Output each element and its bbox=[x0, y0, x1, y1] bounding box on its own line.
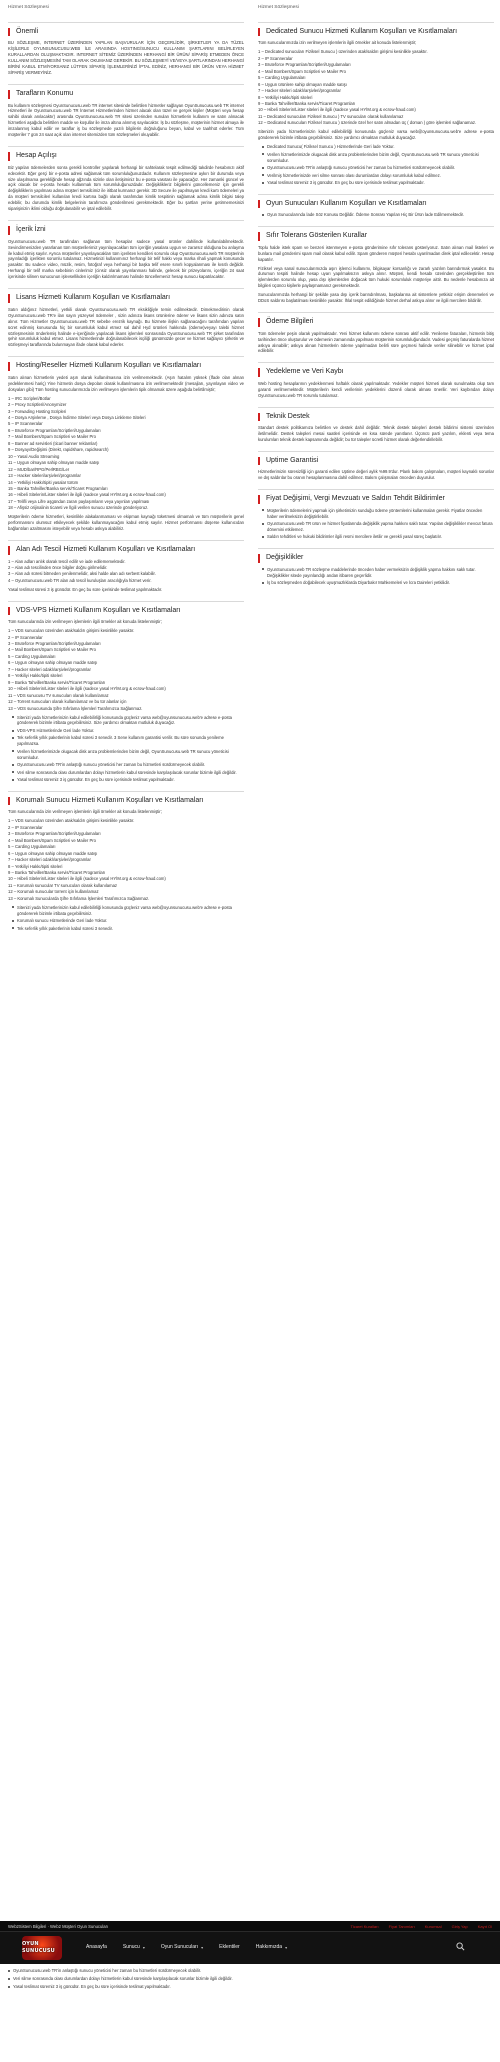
list-item: Müşterilerin ödemelerini yapmak için şirketimizin sunduğu ödeme yöntemlerini kullanmaları gerekir. Fiyatlar önceden haber verilmeksizin değiştirilebilir. bbox=[262, 508, 494, 520]
list-item: 13 – Korumalı Sunucularda Şifre Sıfırlama İşlemleri Tarafımızca Sağlanmaz. bbox=[8, 895, 150, 901]
list-item: 5 – IP Scanneralar bbox=[8, 421, 43, 427]
section-hosting bbox=[8, 356, 244, 532]
list-item: 14 – Yetkiliyi Hakkı/tipiti yasalar türüm bbox=[8, 479, 79, 485]
top-link[interactable]: Giriş Yap bbox=[451, 1924, 468, 1929]
section-oyun-sunuculari bbox=[258, 194, 494, 218]
list-item: 1 – Dedicated sunucuları Fiziksel Sunucu ) üzerinden atak/saldırı girişimi kesinlikle yasaktır. bbox=[258, 49, 428, 55]
list-item: 6 – Uygun olmayan sahip olmayan madde satışı bbox=[8, 660, 98, 666]
section-text: Hizmetlerimizin süresizliği için garanti edilen Uptime değeri aylık %99.9'dur. Planlı bakım çalışmaları, müşteri kaynaklı sorunlar ve dış saldırılar bu oranın hesaplanmasına dahil edilmez. Bakım çalışmaları önceden duyurulur. bbox=[258, 469, 494, 481]
list-item: 1 – IRC Scripleri/Botlar bbox=[8, 395, 51, 401]
list-item: 3 – Bruteforce Programları/Scriptleri/Uygulamaları bbox=[258, 62, 351, 68]
list-item: Verilen hizmetlerimizde olugacak disk arıza problemlerinden bizim değil, OyunSunucusu.web TR sunucu yöneticisi sorumludur. bbox=[262, 152, 494, 164]
list-item: 10 – Hibeli Sitelerin/Lister siteleri ile ilgili (sadece yasal HYİM.org & ecrow-fraud.com) bbox=[8, 686, 166, 692]
nav-label: Anasayfa bbox=[86, 1944, 107, 1950]
list-item: 18 – Afişsiz orijinalinin ticareti ve İlgili verilen sunucu üzerinde gönderiyoruz. bbox=[8, 505, 149, 511]
section-text: Sunucularımızda herhangi bir şekilde yasa dışı içerik barındırılması, başkalarına ait sistemlere yetkisiz erişim denemeleri ve DDoS saldırısı başlatılması kesinlikle yasaktır. İhlal tespit edildiğinde hizmet derhal askıya alınır ve ilgili mercilere bildirilir. bbox=[258, 292, 494, 304]
nav-label: Oyun Sunucuları bbox=[160, 1944, 199, 1950]
list-item: Verilmiş hizmetlerinizde veri silme sonrası olası durumlardan dolayı sorumluluk kabul edilmez. bbox=[262, 173, 494, 179]
section-lisans bbox=[8, 288, 244, 348]
section-dedicated bbox=[258, 22, 494, 186]
section-title: Tarafların Konumu bbox=[8, 90, 244, 98]
list-item: 7 – Hacker siteleri odaklı/arşivleri/programlar bbox=[8, 857, 91, 863]
section-text: Bu kullanım sözleşmesi OyunSunucusu.web TR internet sitesinde belirtilen hizmetler sağlayan OyunSunucusu.web TR internet Hizmetleri ile OyunSunucusu.web TR İnternet Hizmetlerinden hizmet alacak olan tüzel ve gerçek kişiler (Müşteri veya hesap sahibi olarak anılacaktır) arasında OyunSunucusu.web TR sitesi üzerinden sunulan hizmetlerin kullanım ve satın alınacak hizmetleri aşağıda belirtilen madde ve koşullar ile imza altına alınmış sayılacaktır. İş bu sözleşme, müşterinin hizmet almaya ile imzalanmış kabul edilir ve taraflar iş bu sözleşmede yazılı bilgilerin doğruluğunu beyan, kabul ve taahhüt ederler. Tüm müşteriler 7 gün 24 saat açık olan internet sitemizden tüm sözleşmeleri okuyabilir. bbox=[8, 102, 244, 138]
list-item: Veri silme sonrasında olası durumlardan dolayı hizmetlerin kabul süresinde karşılaşılacak sorunlar bizimle ilgili değildir. bbox=[8, 1976, 244, 1982]
section-text: Tüm ödemeler peşin olarak yapılmaktadır. Yeni hizmet kullanımı ödeme sonrası aktif edilir. Yenileme faturaları, hizmetin bitiş tarihinden önce oluşturulur ve ödemenin zamanında yapılması müşterinin sorumluluğundadır. Vadesi geçmiş faturalarda hizmet askıya alınabilir; askıya alınan hizmetlerin ödeme yapılmadan belirli süre geçmesi halinde veriler silinebilir ve hizmet iptal edilebilir. bbox=[258, 330, 494, 354]
list-item: 11 – Uygun olmayan sahip olmayan madde satışı bbox=[8, 460, 100, 466]
bullet-list bbox=[262, 212, 494, 218]
section-title: Lisans Hizmeti Kullanım Koşulları ve Kısıtlamaları bbox=[8, 294, 244, 302]
page-title-right: Hizmet Sözleşmesi bbox=[258, 5, 299, 10]
section-uptime bbox=[258, 451, 494, 481]
list-item: 2 – IP Scanneralar bbox=[258, 55, 293, 61]
list-item: Oyun Sunucularında İade Söz Konusu Değildir. Ödeme Sonrası Yapılan Hiç Bir Ürün İade Edilmemektedir. bbox=[262, 212, 494, 218]
list-item: 6 – Uygun ürünlere sahip olmayan madde satışı bbox=[258, 81, 347, 87]
list-item: 5 – Carding Uygulamaları bbox=[8, 844, 56, 850]
list-item: 7 – Hacker siteleri odaklı/arşivleri/programlar bbox=[8, 666, 91, 672]
list-item: 9 – Banka Tahviller/Banka servis/Ticaret Programları bbox=[258, 100, 356, 106]
list-item: 8 – Yetkiliyi Hakkı/tipiti siteleri bbox=[8, 673, 63, 679]
list-item: Dedicated Sunucu( Fiziksel Sunucu ) Hizmetlerinde Geri İade Yoktur. bbox=[262, 144, 494, 150]
list-item: 5 – Carding Uygulamaları bbox=[8, 653, 56, 659]
list-item: Sitenizi yada hizmetlerinizin kabul edilebilirliği konusunda güçleniz varsa web@oyunsunucusu.web'e adrese e-posta göndererek bizimle irtibata geçebilirsiniz. Size yardımcı olmaktan mutluluk duyacağız. bbox=[12, 715, 244, 727]
section-icerik-izni bbox=[8, 220, 244, 280]
list-item: Yasal teslimat süremiz 3 iş günüdür. En geç bu süre içerisinde teslimat yapılmaktadır. bbox=[12, 777, 244, 783]
section-title: Teknik Destek bbox=[258, 413, 494, 421]
section-text: Biz yapılan ödemelerden sonra gerekli kontroller yapılarak herhangi bir sahtelarak tespit edilmediği takdirde hesabınızı aktif edecektir. Eğer gerçi bir e-posta adresi sağlamak tüm sorumluluğunuzdadır. Kullanım sözleşmesine aykırı bir durumda veya size ulaşılmama gerekliğinde hesap ağzında sizinle olan iletişiminiz bu e-posta vasıtası ile yapacağız. Her zamanki güncel ve açık olacak bir e-posta hesabı kullanmak tüm sorumluluğunuzdadır. Değişiklikleriz bilgilerini güncellemeniz için gerekli değişikliklerin yapılması adına müşteri temsilcimiz ile iritbat kurmanız gerekir. 3D Secure ile yapılmayan kredi kartı ödemeleri ya da müşteri temsilcileri kullanılan kredi kartına bağlı olarak tarafımdan kimlik tespitinin sağlamak adına kimlik bilgisi talep edebilir, bu durumda kimlik belgelerinin tarafımıza gönderilmesi gerekmektedir. Eğer bu şartları yerine getirmemesinizi siparişinizin iklimi olduğu doğrulanabilir ve iptal edilebilir. bbox=[8, 164, 244, 212]
list-item: OyunSunucusu.web TR'in anlaştığı sunucu yöneticisi her zaman bu hizmetleri sürdürmeyecek olabilir. bbox=[262, 165, 494, 171]
section-text: Tüm sunucularında izin verilmeyen işlemlerin ilgili örnekler ait konuda listelenmiştir; bbox=[8, 809, 162, 815]
section-teknik-destek bbox=[258, 407, 494, 443]
top-link[interactable]: Ticaret Kuralları bbox=[350, 1924, 379, 1929]
list-item: 4 – OyunSunucusu.web TR alan adı tescil kuruluşları aracılığıyla hizmet verir. bbox=[8, 577, 152, 583]
page-title-left: Hizmet Sözleşmesi bbox=[8, 5, 49, 10]
section-title: Ödeme Bilgileri bbox=[258, 318, 494, 326]
list-item: 3 – Bruteforce Programları/Scriptleri/Uygulamaları bbox=[8, 831, 101, 837]
list-item: 2 – IP Scanneralar bbox=[8, 824, 43, 830]
section-onemli bbox=[8, 22, 244, 76]
section-title: Yedekleme ve Veri Kaybı bbox=[258, 368, 494, 376]
bullet-list bbox=[12, 905, 244, 932]
bullet-list bbox=[8, 1968, 244, 1990]
section-title: VDS-VPS Hizmeti Kullanım Koşulları ve Kısıtlamaları bbox=[8, 607, 244, 615]
list-item: OyunSunucusu.web TR sözleşme maddelerinde önceden haber vermeksizin değişiklik yapma hakkını saklı tutar. Değişiklikler sitede yayınlandığı andan itibaren geçerlidir. bbox=[262, 567, 494, 579]
list-item: OyunSunucusu.web TR ürün ve hizmet fiyatlarında değişiklik yapma hakkını saklı tutar. Yapılan değişiklikler mevcut fatura dönemini etkilemez. bbox=[262, 521, 494, 533]
search-icon[interactable] bbox=[456, 1942, 465, 1951]
list-item: 4 – Mail Bombers/Spam Scriptleri ve Mailer Pro bbox=[8, 837, 96, 843]
section-degisiklikler bbox=[258, 548, 494, 586]
section-hesap-acilisi bbox=[8, 146, 244, 212]
rule-list bbox=[8, 559, 244, 584]
chevron-down-icon: ▾ bbox=[285, 1944, 288, 1950]
list-item: OyunSunucusu.web TR'in anlaştığı sunucu yöneticisi her zaman bu hizmetleri sürdürmeyecek olabilir. bbox=[12, 762, 244, 768]
page-header bbox=[0, 0, 500, 20]
nav-item-sunucu[interactable] bbox=[123, 1944, 145, 1951]
list-item: 13 – VDS sunucusunda Şifre Sıfırlama İşlemleri Tarafımızca Sağlanmaz. bbox=[8, 705, 143, 711]
section-yedekleme bbox=[258, 362, 494, 398]
bullet-list bbox=[262, 508, 494, 541]
section-fiyat bbox=[258, 489, 494, 540]
list-item: 11 – VDS sunucusu TV sunucuları olarak kullanılamaz bbox=[8, 692, 109, 698]
section-title: Hesap Açılışı bbox=[8, 152, 244, 160]
section-vds-vps bbox=[8, 601, 244, 783]
list-item: 9 – Banka Tahviller/Banka servis/Ticaret Programları bbox=[8, 679, 106, 685]
list-item: 6 – Uygun olmayan sahip olmayan madde satışı bbox=[8, 850, 98, 856]
section-text: Satın alınan hizmetlerin yedeti aşırı olarak kullanılmasına izin verilmemektedir. (Aşırı hatalım yüksek (İfade olan alınan yedeklenmesi hariç) Yine hizmetin dosya depoları olarak kullanılmasına izin verilmemektedir (mesajları, yayınlayan video ve dosyaları gibi) Tüm hosting sunucularımızda izin verilmeyen işlemlerin tipik olmamak üzere aşağıda belirtilmiştir; bbox=[8, 374, 244, 392]
section-text: Satın aldığınız hizmetleri, yetkili olarak OyunSunucusu.web TR eksikliğiyle temin edilmektedir. Dimekmedirinin olarak OyunSunucusu.web TR'e ilan sayın yüzeysel ödemeler , sizin adınıza lisans ürünlerine öderer ve lisans sizin adınıza satın alınır. Tüm Hizmetler OyunSunucusu.web TR sebebe erezrik kaynağı. Bu hizmete ilişkin sağlanacağını tarafımdan yapılan ücret edinmiş konusunda hiç bir sorumluluk kabul etmez sal dahil Hyd ürünleri hakkında (ödeme)veyayı talebi hizmet sözleşmesinin önderlemiş halinde e-içeriğinde yapılacak lisans işlemleri sonrasında OyunSunucusu.web TR şirket tarafından şehir sorumluluk kabul etmez. Lisans hizmetlerinde doğrulanabilecek isçiliği günümüzde gecer ve hizmet sağlayıcı şirketin ve sözleşmeyi taraflarında bulunmayan ifade olarak kabul ederler. bbox=[8, 306, 244, 348]
list-item: VDS-VPS Hizmetlerinde Geri İade Yoktur. bbox=[12, 728, 244, 734]
list-item: 1 – VDS sunucuları üzerinden atak/saldırı girişimi kesinlikle yasaktır. bbox=[8, 628, 135, 634]
section-text: OyunSunucusu.web TR tarafından sağlanan tüm hesaplar sadece yasal ürünler dahilinde kullanılabilmektedir. Sevindirmenizden yararlanan tüm müşterilerimiz yayınlayacakları tüm içeriğin yasalara uygun ve zararsız olduğuna bu anlayma ile kabul etmiş sayılır. Ayrıca müşteriler yayınlayacakları tüm içerikten kendileri sorumlu olup OyunSunucusu.web TR müşterinin yayınladığı içerikten sorumlu tutulamaz. Hizmetinizi kullanımınız herhangi bir telif hakkı veya marka rihali yapmak konusunda yasaktır. Bu sadece video, müzik, resim, fotoğraf veya herhangi bir başka telif esere sınırlı kopyalanması ile kısıtlı değildir. Herhangi bir telif marka sebebinin cinlerimiz (cinsiz olarak yayınlanması halinde, gelecek bir prizeyolarını, içeriğin 24 saat içerisinde silinen sunucunun işlevsellikden içeriğin kaldırılmaması halinde tüncellemeniz hesap sunucu kapatılacaktır. bbox=[8, 238, 244, 280]
section-text: Toplu halde istek spam ve benzeri istenmeyen e-posta gönderimine sıfır tolerans gösteriyoruz. Satın alınan mail listeleri ve bunlara mail gönderimi spam mail olarak kabul edilir. Spam gönderen müşteri hesabı uyarılmadan direk iptal edilecektir. Hesap kapatılır. bbox=[258, 244, 494, 262]
section-text: Tüm sunucularımızda izin verilmeyen işlemlerin ilgili örnekler ait konuda listelenmiştir; bbox=[258, 40, 417, 46]
section-text: Yasal teslimat süresi 3 iş günüdür. En geç bu süre içerisinde teslimat yapılmaktadır. bbox=[8, 586, 163, 592]
nav-label: Sunucu bbox=[122, 1944, 140, 1950]
list-item: 9 – Dosyayı/Değişimi (Direkt, rapidshare, rapidsearch) bbox=[8, 447, 109, 453]
list-item: 8 – Yetkiliyi Hakkı/tipiti siteleri bbox=[258, 94, 313, 100]
list-item: OyunSunucusu.web TR'in anlaştığı sunucu yöneticisi her zaman bu hizmetleri sürdürmeyecek olabilir. bbox=[8, 1968, 244, 1974]
list-item: İş bu sözleşmeden doğabilecek uyuşmazlıklarda Diyarbakır Mahkemeleri ve İcra Daireleri yetkilidir. bbox=[262, 580, 494, 586]
section-text: Müşterilerin ödeme hizmetleri, kesinlikle alakalanmaması ve ekipman kaynağı tüketmesi olmamalı ve tüm müşterilerin genel performansını olumsuz etkileyecek şekilde kullanmayacağını kabul etmiş sayılır. Hizmet performansı düşerse kullanıcıdan bağlantıları azaltmasını isteyebilir veya hesabı askıya alabiliriz. bbox=[8, 514, 244, 532]
section-text: Fiziksel veya sanal sunucularımızda aşırı işlemci kullanımı, bilgisayar korsanlığı ve zararlı yazılım barındırmak yasaktır. Bu durumun tespiti halinde hesap uyarı yapılmaksızın askıya alınır. Müşteri, kendi hesabı üzerinden gerçekleştirilen tüm işlemlerden sorumlu olup, yasa dışı işlemlerden doğacak tüm hukuki sorumluluk müşteriye aittir. Bu nedenle hesabınıza ait bilgileri üçüncü kişilerle paylaşmamanız gerekmektedir. bbox=[258, 265, 494, 289]
list-item: 15 – Banka Tahviller/Banka servis/Ticaret Programları bbox=[8, 485, 108, 491]
list-item: 9 – Banka Tahviller/Banka servis/Ticaret Programları bbox=[8, 870, 106, 876]
list-item: 6 – Bruteforce Programları/Scriptleri/Uygulamaları bbox=[8, 427, 101, 433]
left-column bbox=[8, 22, 244, 940]
list-item: 12 – Torrent sunucuları olarak kullanılamaz ve bu tür alanlar için bbox=[8, 699, 127, 705]
list-item: 1 – VDS sunucuları üzerinden atak/saldırı girişimi kesinlikle yasaktır. bbox=[8, 818, 135, 824]
list-item: 3 – Bruteforce Programları/Scriptleri/Uygulamaları bbox=[8, 641, 101, 647]
right-column bbox=[258, 22, 494, 594]
section-title: Değişiklikler bbox=[258, 554, 494, 562]
rule-list bbox=[8, 628, 244, 711]
nav-item-hakkimizda[interactable] bbox=[256, 1944, 287, 1951]
section-title: Alan Adı Tescil Hizmeti Kullanım Koşulları ve Kısıtlamaları bbox=[8, 546, 244, 554]
list-item: 1 – Alan adları anlık olarak tescil edilir ve iade edilememektedir. bbox=[8, 558, 126, 564]
list-item: 3 – Alan adı süresi bitmeden yenilenmelidir, aksi halde alan adı serbest kalabilir. bbox=[8, 571, 156, 577]
section-text: Standart destek politikamıza belirtilen ve destek dahil değildir. Teknik destek talepleri destek bildirimi sistemi üzerinden iletilmelidir. Destek talepleri mesai saatleri içerisinde en kısa sürede yanıtlanır. Üçüncü parti yazılım, eklenti veya tema kurulumları teknik destek kapsamında değildir; bu tür talepler ücretli hizmet olarak değerlendirilebilir. bbox=[258, 425, 494, 442]
list-item: Saldırı tehditleri ve hukuki bildirimler ilgili resmi mercilere iletilir ve gerekli yasal süreç başlatılır. bbox=[262, 534, 494, 540]
top-links bbox=[351, 1924, 492, 1930]
list-item: 10 – Hibeli Sitelerin/Lister siteleri ile ilgili (sadece yasal HYİM.org & ecrow-fraud.com) bbox=[8, 876, 166, 882]
left-column-continued bbox=[8, 1968, 244, 1992]
list-item: Tek seferlik yıllık paketlerinin kabul süresi 3 senedir. bbox=[12, 926, 244, 932]
section-title: Dedicated Sunucu Hizmeti Kullanım Koşulları ve Kısıtlamaları bbox=[258, 28, 494, 36]
rule-list bbox=[8, 396, 244, 512]
section-odeme bbox=[258, 312, 494, 354]
rule-list bbox=[8, 818, 244, 901]
list-item: 17 – Telifli veya Lifre aşgündan zararı paylaşımların veya yayınları yapılması bbox=[8, 498, 150, 504]
list-item: Tek seferlik yıllık paketlerinin kabul süresi 3 senedir. 3 Sene kullanım garantisi verilir. Bu süre sonunda yenileme yapılmazsa. bbox=[12, 735, 244, 747]
list-item: 12 – Dedicated sunucuları Fiziksel Sunucu ) üzerinde özel her satın almadan üç ( doman ) göre işlemleri sağlanamaz. bbox=[258, 120, 477, 126]
section-text: Web hosting hesaplarının yedeklenmesi haftalık olarak yapılmaktadır. Yedekler müşteri hizmeti olarak sunulmakta olup tam garanti verilmemektedir. Müşterilerin kendi verilerinin yedeklerini düzenli olarak alması önerilir. Veri kaybından dolayı OyunSunucusu.web TR sorumlu tutulamaz. bbox=[258, 380, 494, 398]
list-item: 11 – Dedicated sunucuları Fiziksel Sunucu ) TV sunucuları olarak kullanılamaz bbox=[258, 113, 404, 119]
section-title: Korumalı Sunucu Hizmeti Kullanım Koşulları ve Kısıtlamaları bbox=[8, 797, 244, 805]
list-item: Yasal teslimat süremiz 3 iş günüdür. En geç bu süre içerisinde teslimat yapılmaktadır. bbox=[8, 1984, 244, 1990]
list-item: 3 – Forwading Hosting Scripleri bbox=[8, 408, 67, 414]
list-item: 12 – MUD/bar/RPG/PerlRBG/Ler bbox=[8, 466, 70, 472]
nav-menu bbox=[86, 1944, 287, 1951]
chevron-down-icon: ▾ bbox=[201, 1944, 204, 1950]
section-title: İçerik İzni bbox=[8, 226, 244, 234]
nav-item-anasayfa[interactable] bbox=[86, 1944, 107, 1951]
top-link[interactable]: Kayıt Ol bbox=[477, 1924, 492, 1929]
list-item: Veri silme sonrasında olası durumlardan dolayı hizmetlerin kabul süresinde karşılaşılacak sorunlar bizimle ilgili değildir. bbox=[12, 770, 244, 776]
chevron-down-icon: ▾ bbox=[142, 1944, 145, 1950]
list-item: 8 – Yetkiliyi Hakkı/tipiti siteleri bbox=[8, 863, 63, 869]
section-korumali bbox=[8, 791, 244, 932]
list-item: 13 – Hacker siteleri/arşivleri/programlar bbox=[8, 473, 81, 479]
list-item: 16 – Hibeli Sitelerin/Lister siteleri ile ilgili (sadece yasal HYİM.org & ecrow-fraud.com) bbox=[8, 492, 166, 498]
rule-list bbox=[258, 49, 494, 126]
list-item: 11 – Korumalı sunucular TV sunucuları olarak kullanılamaz bbox=[8, 882, 118, 888]
section-alan-adi bbox=[8, 540, 244, 593]
top-link[interactable]: Fiyat Tanımları bbox=[388, 1924, 415, 1929]
site-logo[interactable] bbox=[22, 1936, 62, 1960]
list-item: 7 – Hacker siteleri odaklı/arşivleri/programlar bbox=[258, 88, 341, 94]
section-text: Sitenizin yada hizmetlerinizin kabul edilebilirliği konusunda güçleniz varsa web@oyunsunucusu.web'e adrese e-posta göndererek bizimle irtibata geçebilirsiniz. Size yardımcı olmaktan mutluluk duyacağız. bbox=[258, 129, 494, 141]
bullet-list bbox=[12, 715, 244, 784]
list-item: 4 – Dosya Arşivleme , Dosya İndirme Siteleri veya Dosya Linkleme Siteleri bbox=[8, 414, 146, 420]
list-item: 2 – Proxy Scriptleri/Anonymizer bbox=[8, 402, 67, 408]
section-title: Fiyat Değişimi, Vergi Mevzuatı ve Saldırı Tehdit Bildirimler bbox=[258, 495, 494, 503]
main-navbar bbox=[0, 1932, 500, 1964]
nav-label: Eklentiler bbox=[219, 1944, 240, 1950]
list-item: 4 – Mail Bombers/Spam Scriptleri ve Mailer Pro bbox=[258, 68, 346, 74]
section-text: Tüm sunucularında izin verilmeyen işlemlerin ilgili örnekler ait konuda listelenmiştir; bbox=[8, 619, 162, 625]
top-info-bar bbox=[0, 1921, 500, 1932]
top-info-text: Web2Sistem Bilgileri · Web2 Müşteri Oyun Sunucuları bbox=[8, 1924, 109, 1929]
list-item: 5 – Carding Uygulamaları bbox=[258, 75, 306, 81]
list-item: 2 – Alan adı tescilinden önce bilgiler doğru girilmelidir. bbox=[8, 564, 108, 570]
list-item: 2 – IP Scanneralar bbox=[8, 634, 43, 640]
section-title: Sıfır Tolerans Gösterilen Kurallar bbox=[258, 232, 494, 240]
section-title: Uptime Garantisi bbox=[258, 457, 494, 465]
logo-text: OYUN SUNUCUSU bbox=[22, 1940, 55, 1954]
list-item: Yasal teslimat süremiz 3 iş günüdür. En geç bu süre içerisinde teslimat yapılmaktadır. bbox=[262, 180, 494, 186]
section-sifir-tolerans bbox=[258, 226, 494, 304]
section-title: Önemli bbox=[8, 28, 244, 36]
list-item: 8 – Banner ad servisleri (ticari banner reklamlar) bbox=[8, 440, 98, 446]
list-item: 4 – Mail Bombers/Spam Scriptleri ve Mailer Pro bbox=[8, 647, 96, 653]
section-title: Hosting/Reseller Hizmeti Kullanım Koşulları ve Kısıtlamaları bbox=[8, 362, 244, 370]
nav-label: Hakkımızda bbox=[255, 1944, 283, 1950]
list-item: Verilen hizmetlerimizde olugacak disk arıza problemlerinden bizim değil, OyunSunucusu.web TR sunucu yöneticisi sorumludur. bbox=[12, 749, 244, 761]
section-text: BU SÖZLEŞME, INTERNET ÜZERİNDEN YAPILAN BAŞVURULAR İÇİN GEÇERLİDİR, ŞİRKETLER YA DA TÜZEL KİŞİLERLE OYUNSUNUCUSU.WEB İLE ARASINDA HOSTING/SUNUCU KULLANIM ŞARTLARINI BELİRLEYEN KURALLARDAN OLUŞMAKTADIR. INTERNET SİTEMİZ ÜZERİNDEN HERHANGİ BİR ÜRÜN/ SİPARİŞ ETMEDEN ÖNCE KULLANIM SÖZLEŞMESİNİ TAM OLARAK OKUMANIZ GEREKİR. BU SÖZLEŞMEYİ VE/VEYA ŞARTLARINDAN HERHANGİ BİRİNİ KABUL ETMİYORSANIZ LÜTFEN SİPARİŞ İŞLEMLERİNİZİ İPTAL EDİNİZ, HERHANGİ BİR ÜRÜN VEYA HİZMET SİPARİŞ VERMEYİNİZ. bbox=[8, 40, 244, 76]
section-taraflar bbox=[8, 84, 244, 138]
list-item: 12 – Korumalı sunucular torrent için kullanılamaz bbox=[8, 889, 99, 895]
nav-item-eklentiler[interactable] bbox=[219, 1944, 240, 1951]
section-title: Oyun Sunucuları Kullanım Koşulları ve Kısıtlamaları bbox=[258, 200, 494, 208]
list-item: 7 – Mail Bombers/Spam Scriptleri ve Mailer Pro bbox=[8, 434, 96, 440]
list-item: 10 – Yasal Audio Streaming bbox=[8, 453, 60, 459]
bullet-list bbox=[262, 567, 494, 586]
bullet-list bbox=[262, 144, 494, 186]
list-item: Sitenizi yada hizmetlerinizin kabul edilebilirliği konusunda güçleniz varsa web@oyunsunucusu.web'e adrese e-posta göndererek bizimle irtibata geçebilirsiniz. bbox=[12, 905, 244, 917]
list-item: 10 – Hibeli Sitelerin/Lister siteleri ile ilgili (sadece yasal HYİM.org & ecrow-fraud.com) bbox=[258, 107, 416, 113]
nav-item-oyun-sunuculari[interactable] bbox=[161, 1944, 203, 1951]
top-link[interactable]: Kurumsal bbox=[424, 1924, 442, 1929]
list-item: Korumalı sunucu Hizmetlerinde Geri İade Yoktur. bbox=[12, 918, 244, 924]
